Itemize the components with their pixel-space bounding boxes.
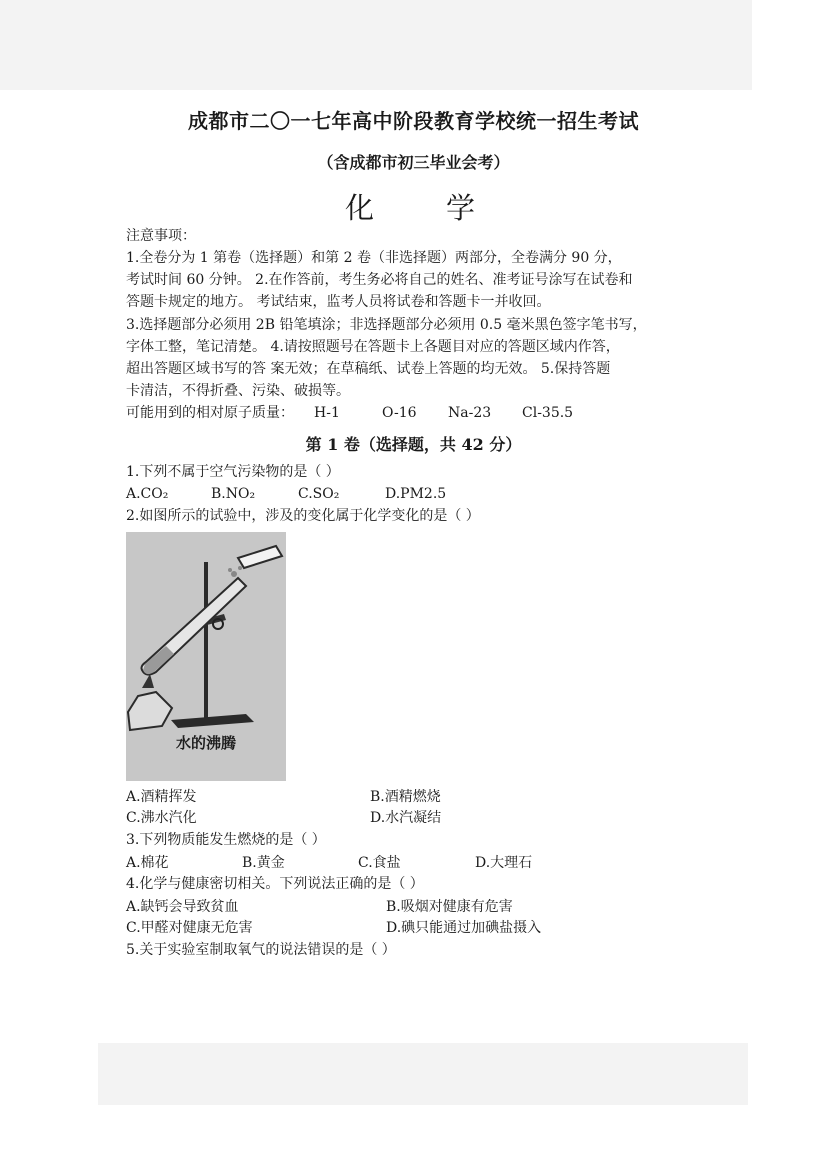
question-stem: 1.下列不属于空气污染物的是（ ） (126, 464, 340, 480)
option-b: B.黄金 (242, 855, 285, 871)
option-d: D.水汽凝结 (370, 810, 442, 826)
notice-line: 字体工整，笔记清楚。 4.请按照题号在答题卡上各题目对应的答题区域内作答， (126, 339, 620, 355)
atomic-mass-line (126, 403, 574, 423)
option-a: A.酒精挥发 (126, 789, 197, 805)
option-d: D.碘只能通过加碘盐摄入 (386, 920, 542, 936)
notice-line: 1.全卷分为 1 第卷（选择题）和第 2 卷（非选择题）两部分，全卷满分 90 分， (126, 250, 622, 266)
option-a: A.CO₂ (126, 486, 169, 502)
option-c: C.甲醛对健康无危害 (126, 920, 253, 936)
notice-line: 考试时间 60 分钟。 2.在作答前，考生务必将自己的姓名、准考证号涂写在试卷和 (126, 272, 633, 288)
question-stem: 5.关于实验室制取氧气的说法错误的是（ ） (126, 942, 396, 958)
option-d: D.PM2.5 (385, 486, 447, 502)
question-stem: 2.如图所示的试验中，涉及的变化属于化学变化的是（ ） (126, 508, 480, 524)
option-c: C.沸水汽化 (126, 810, 197, 826)
section-title: 第 1 卷（选择题，共 42 分） (305, 435, 522, 454)
figure-caption: 水的沸腾 (175, 734, 237, 752)
option-b: B.吸烟对健康有危害 (386, 899, 513, 915)
notice-line: 超出答题区域书写的答 案无效；在草稿纸、试卷上答题的均无效。 5.保持答题 (126, 361, 611, 377)
scan-margin-bottom (98, 1043, 748, 1105)
notice-line: 3.选择题部分必须用 2B 铅笔填涂；非选择题部分必须用 0.5 毫米黑色签字笔书写， (126, 317, 647, 333)
option-c: C.SO₂ (298, 486, 340, 502)
scan-margin-top (0, 0, 752, 90)
option-b: B.NO₂ (211, 486, 256, 502)
notice-line: 卡清洁，不得折叠、污染、破损等。 (126, 383, 350, 399)
exam-title: 成都市二〇一七年高中阶段教育学校统一招生考试 (188, 109, 639, 133)
subject-heading (345, 186, 475, 227)
subject-char-2: 学 (446, 191, 476, 225)
notice-line: 答题卡规定的地方。 考试结束，监考人员将试卷和答题卡一并收回。 (126, 294, 551, 310)
option-c: C.食盐 (358, 855, 401, 871)
exam-subtitle: （含成都市初三毕业会考） (317, 153, 510, 172)
option-b: B.酒精燃烧 (370, 789, 441, 805)
atomic-mass-label: 可能用到的相对原子质量： (126, 405, 294, 421)
option-d: D.大理石 (475, 855, 533, 871)
notice-heading: 注意事项： (126, 228, 196, 244)
question-stem: 3.下列物质能发生燃烧的是（ ） (126, 832, 326, 848)
option-a: A.缺钙会导致贫血 (126, 899, 239, 915)
atomic-mass-o: O-16 (382, 405, 417, 421)
experiment-figure (126, 532, 286, 781)
subject-char-1: 化 (345, 191, 375, 225)
atomic-mass-h: H-1 (314, 405, 340, 421)
question-stem: 4.化学与健康密切相关。下列说法正确的是（ ） (126, 876, 424, 892)
atomic-mass-na: Na-23 (448, 405, 492, 421)
option-a: A.棉花 (126, 855, 169, 871)
boiling-water-apparatus-image (126, 532, 286, 781)
atomic-mass-cl: Cl-35.5 (522, 405, 574, 421)
